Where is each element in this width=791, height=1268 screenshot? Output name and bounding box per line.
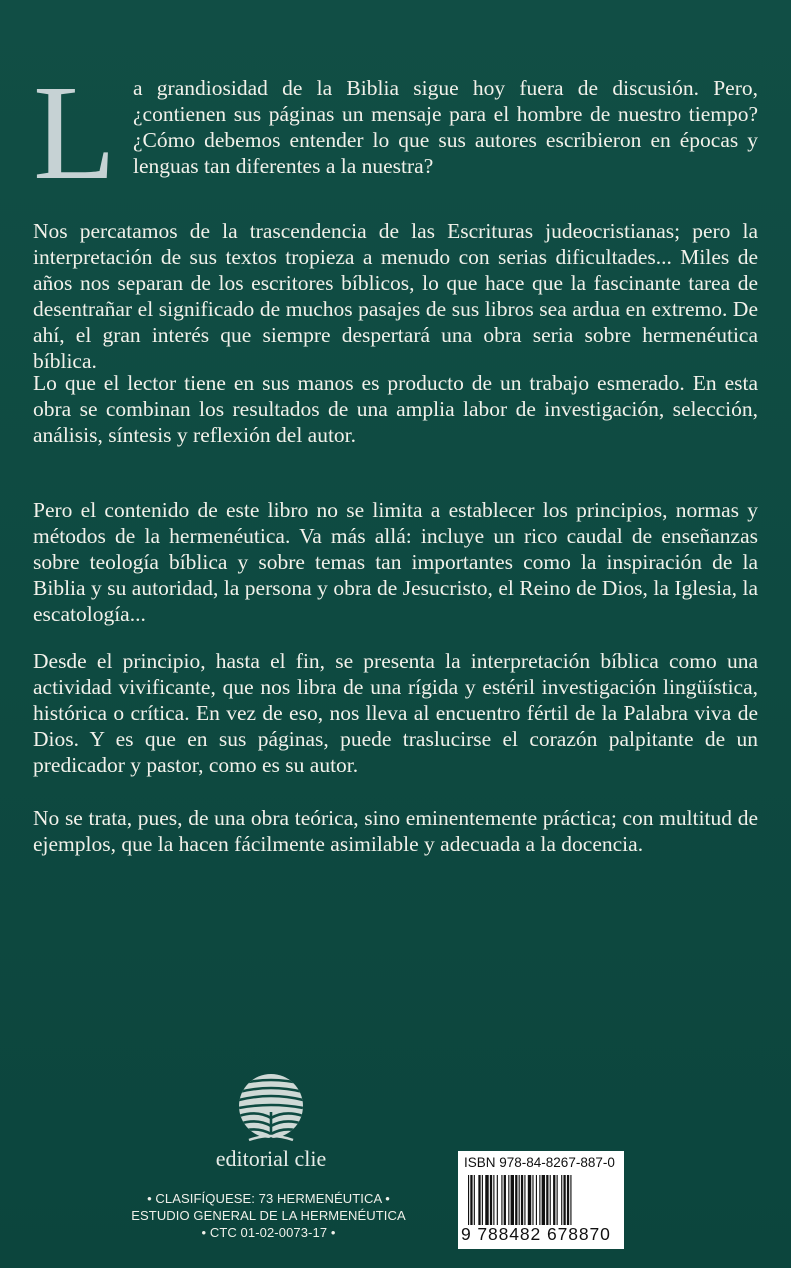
paragraph-4: Pero el contenido de este libro no se limita a establecer los principios, normas y métodos de la hermenéutica. Va más allá: incluye un rico caudal de enseñanzas sobre teología bíblica y sobre temas tan importantes como la inspiración de la Biblia y su autoridad, la persona y obra de Jesucristo, el Reino de Dios, la Iglesia, la escatología... [33,498,758,626]
drop-cap: L [33,58,117,208]
barcode-digits: 9 788482 678870 [461,1224,611,1244]
publisher-logo [206,1072,336,1172]
barcode-bars [468,1175,616,1225]
globe-book-icon [237,1072,305,1144]
publisher-name: editorial clie [215,1146,327,1171]
classification-block [96,1190,441,1241]
paragraph-2: Nos percatamos de la trascendencia de las Escrituras judeocristianas; pero la interpretación de sus textos tropieza a menudo con serias dificultades... Miles de años nos separan de los escritores bíblicos, lo que hace que la fascinante tarea de desentrañar el significado de muchos pasajes de sus libros sea ardua en extremo. De ahí, el gran interés que siempre despertará una obra seria sobre hermenéutica bíblica. [33,219,758,373]
paragraph-6: No se trata, pues, de una obra teórica, sino eminentemente práctica; con multitud de ejemplos, que la hacen fácilmente asimilable y adecuada a la docencia. [33,806,758,856]
intro-paragraph [33,58,758,208]
isbn-label: ISBN 978-84-8267-887-0 [464,1155,615,1170]
classification-line-3: • CTC 01-02-0073-17 • [201,1225,336,1240]
barcode [458,1151,624,1249]
paragraph-3: Lo que el lector tiene en sus manos es producto de un trabajo esmerado. En esta obra se combinan los resultados de una amplia labor de investigación, selección, análisis, síntesis y reflexión del autor. [33,371,758,447]
intro-text: a grandiosidad de la Biblia sigue hoy fuera de discusión. Pero, ¿contienen sus páginas un mensaje para el hombre de nuestro tiempo? ¿Cómo debemos entender lo que sus autores escribieron en épocas y lenguas tan diferentes a la nuestra? [133,76,758,178]
paragraph-5: Desde el principio, hasta el fin, se presenta la interpretación bíblica como una actividad vivificante, que nos libra de una rígida y estéril investigación lingüística, histórica o crítica. En vez de eso, nos lleva al encuentro fértil de la Palabra viva de Dios. Y es que en sus páginas, puede traslucirse el corazón palpitante de un predicador y pastor, como es su autor. [33,649,758,777]
classification-line-2: ESTUDIO GENERAL DE LA HERMENÉUTICA [131,1208,406,1223]
classification-line-1: • CLASIFÍQUESE: 73 HERMENÉUTICA • [147,1191,390,1206]
